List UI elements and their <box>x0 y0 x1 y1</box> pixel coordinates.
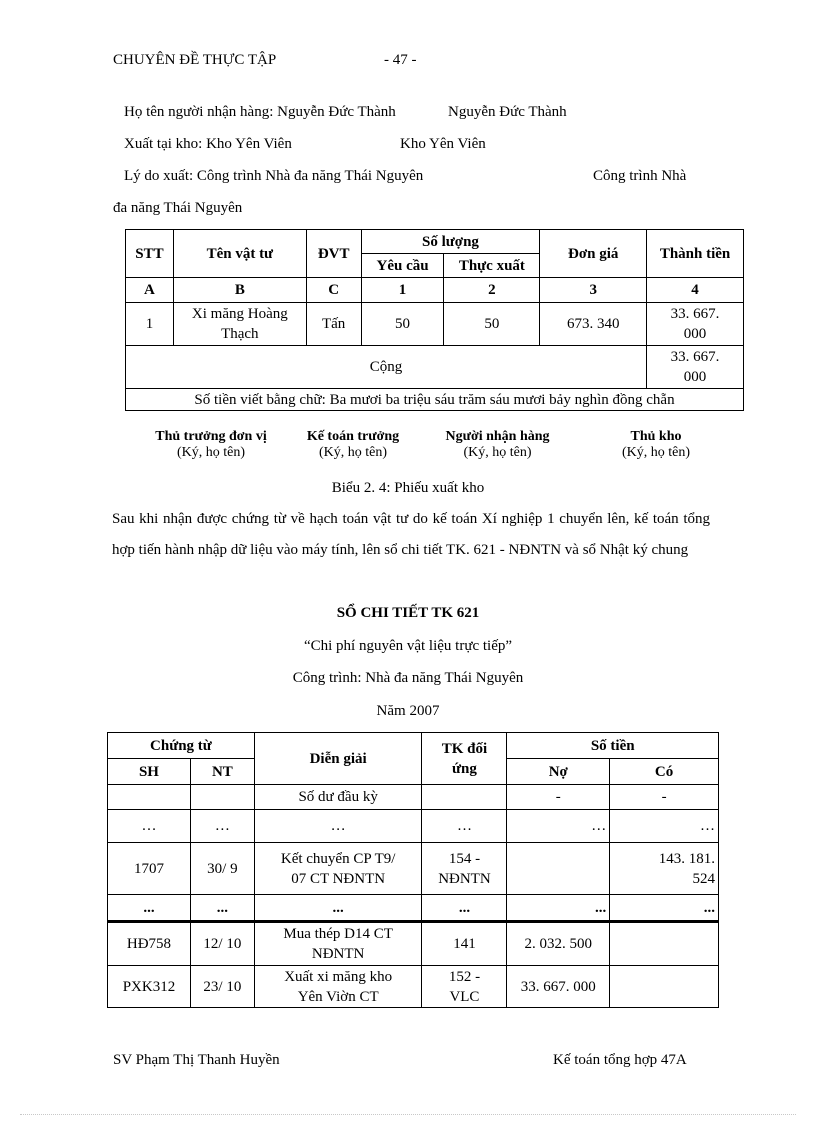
col-amount: Thành tiền <box>647 230 744 278</box>
col-sh: SH <box>108 759 191 785</box>
opening-label: Số dư đầu kỳ <box>254 785 422 810</box>
col-money: Số tiền <box>507 733 719 759</box>
ledger-table <box>107 732 719 1008</box>
receiver-duplicate: Nguyễn Đức Thành <box>448 104 567 120</box>
col-debit: Nợ <box>507 759 610 785</box>
footer-student: SV Phạm Thị Thanh Huyền <box>113 1052 280 1068</box>
ledger-title: SỔ CHI TIẾT TK 621 <box>336 605 480 621</box>
ledger-year: Năm 2007 <box>376 703 440 719</box>
ledger-project: Công trình: Nhà đa năng Thái Nguyên <box>292 670 524 686</box>
footer-class: Kế toán tổng hợp 47A <box>553 1052 687 1068</box>
figure-caption: Biểu 2. 4: Phiếu xuất kho <box>331 480 485 496</box>
signature-receiver: Người nhận hàng (Ký, họ tên) <box>445 429 550 460</box>
col-description: Diễn giải <box>254 733 422 785</box>
row-actual: 50 <box>444 303 540 346</box>
row-unit-price: 673. 340 <box>540 303 647 346</box>
amount-in-words: Số tiền viết bằng chữ: Ba mươi ba triệu sáu trăm sáu mươi bảy nghìn đồng chẵn <box>126 389 744 411</box>
col-stt: STT <box>126 230 174 278</box>
reason-duplicate-cont: đa năng Thái Nguyên <box>113 200 243 216</box>
table-row: HĐ758 12/ 10 Mua thép D14 CT NĐNTN 141 2. 032. 500 <box>108 922 719 966</box>
receiver-line: Họ tên người nhận hàng: Nguyễn Đức Thành <box>124 104 396 120</box>
col-contra-account: TK đối ứng <box>422 733 507 785</box>
total-row <box>126 346 744 389</box>
code-cell: B <box>173 278 306 303</box>
opening-credit: - <box>610 785 719 810</box>
row-amount: 33. 667. 000 <box>647 303 744 346</box>
total-amount: 33. 667. 000 <box>647 346 744 389</box>
reason-line: Lý do xuất: Công trình Nhà đa năng Thái Nguyên <box>124 168 424 184</box>
row-item-name: Xi măng Hoàng Thạch <box>173 303 306 346</box>
signature-chief-accountant: Kế toán trưởng (Ký, họ tên) <box>306 429 400 460</box>
signature-storekeeper: Thủ kho (Ký, họ tên) <box>621 429 691 460</box>
issue-slip-table <box>125 229 744 411</box>
signature-director: Thủ trưởng đơn vị (Ký, họ tên) <box>155 429 267 460</box>
code-cell: 2 <box>444 278 540 303</box>
table-row: PXK312 23/ 10 Xuất xi măng kho Yên Viờn CT 152 - VLC 33. 667. 000 <box>108 966 719 1008</box>
warehouse-line: Xuất tại kho: Kho Yên Viên <box>124 136 292 152</box>
col-nt: NT <box>190 759 254 785</box>
running-header: CHUYÊN ĐỀ THỰC TẬP <box>113 52 277 68</box>
row-stt: 1 <box>126 303 174 346</box>
ellipsis-row: … … … … … … <box>108 810 719 843</box>
row-unit: Tấn <box>306 303 361 346</box>
body-paragraph: Sau khi nhận được chứng từ về hạch toán vật tư do kế toán Xí nghiệp 1 chuyển lên, kế toán tổng hợp tiến hành nhập dữ liệu vào máy tính, lên sổ chi tiết TK. 621 - NĐNTN và sổ Nhật ký chung <box>112 511 710 558</box>
table-row: 1707 30/ 9 Kết chuyển CP T9/ 07 CT NĐNTN 154 - NĐNTN 143. 181. 524 <box>108 843 719 895</box>
reason-duplicate: Công trình Nhà <box>593 168 687 184</box>
col-quantity: Số lượng <box>361 230 540 254</box>
code-cell: A <box>126 278 174 303</box>
col-unit-price: Đơn giá <box>540 230 647 278</box>
page-divider <box>20 1114 796 1115</box>
opening-debit: - <box>507 785 610 810</box>
page-number: - 47 - <box>384 52 417 68</box>
col-requested: Yêu cầu <box>361 254 444 278</box>
col-item-name: Tên vật tư <box>173 230 306 278</box>
code-cell: 1 <box>361 278 444 303</box>
ellipsis-row: ... ... ... ... ... ... <box>108 895 719 922</box>
ledger-subtitle: “Chi phí nguyên vật liệu trực tiếp” <box>303 638 513 654</box>
code-row <box>126 278 744 303</box>
col-credit: Có <box>610 759 719 785</box>
col-unit: ĐVT <box>306 230 361 278</box>
code-cell: 4 <box>647 278 744 303</box>
row-requested: 50 <box>361 303 444 346</box>
table-row <box>126 303 744 346</box>
warehouse-duplicate: Kho Yên Viên <box>400 136 486 152</box>
opening-balance-row <box>108 785 719 810</box>
total-label: Cộng <box>126 346 647 389</box>
col-actual: Thực xuất <box>444 254 540 278</box>
col-voucher: Chứng từ <box>108 733 255 759</box>
code-cell: 3 <box>540 278 647 303</box>
code-cell: C <box>306 278 361 303</box>
